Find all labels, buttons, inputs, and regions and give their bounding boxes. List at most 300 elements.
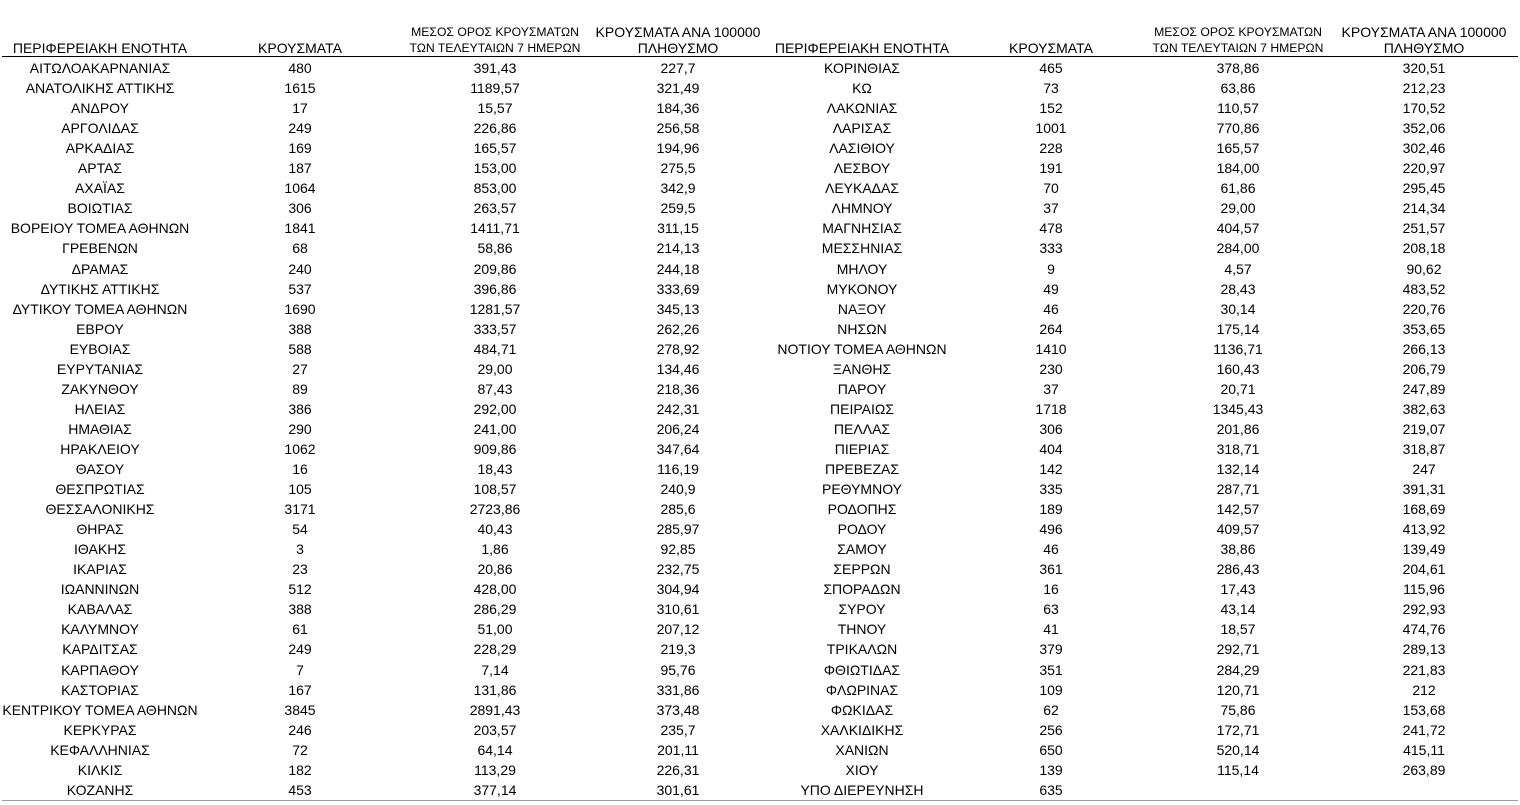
left-avg7-cell: 484,71 <box>473 340 517 357</box>
left-cases-cell: 1615 <box>284 80 316 97</box>
header-region-left: ΠΕΡΙΦΕΡΕΙΑΚΗ ΕΝΟΤΗΤΑ <box>12 40 188 56</box>
right-cases-cell: 189 <box>1039 501 1063 518</box>
left-per100k-cell: 262,26 <box>656 320 700 337</box>
left-per100k-cell: 206,24 <box>656 420 700 437</box>
left-avg7-cell: 203,57 <box>473 721 517 738</box>
right-cases-cell: 41 <box>1043 621 1059 638</box>
left-avg7-cell: 1,86 <box>481 541 509 558</box>
left-cases-cell: 306 <box>288 200 312 217</box>
left-region-cell: ΗΛΕΙΑΣ <box>74 400 126 417</box>
right-per100k-cell: 212,23 <box>1402 80 1446 97</box>
table-row <box>0 419 1520 439</box>
right-region-cell: ΣΕΡΡΩΝ <box>833 561 891 578</box>
right-region-cell: ΦΘΙΩΤΙΔΑΣ <box>823 661 901 678</box>
right-per100k-cell: 90,62 <box>1406 260 1442 277</box>
table-row <box>0 720 1520 740</box>
left-per100k-cell: 285,97 <box>656 521 700 538</box>
right-cases-cell: 361 <box>1039 561 1063 578</box>
left-cases-cell: 512 <box>288 581 312 598</box>
right-per100k-cell: 413,92 <box>1402 521 1446 538</box>
right-per100k-cell: 251,57 <box>1402 220 1446 237</box>
right-per100k-cell: 352,06 <box>1402 120 1446 137</box>
left-per100k-cell: 201,11 <box>657 741 699 758</box>
right-per100k-cell: 483,52 <box>1402 280 1446 297</box>
right-region-cell: ΠΕΛΛΑΣ <box>833 420 891 437</box>
right-cases-cell: 9 <box>1047 260 1055 277</box>
left-per100k-cell: 278,92 <box>656 340 700 357</box>
table-row <box>0 579 1520 599</box>
left-cases-cell: 187 <box>288 160 312 177</box>
right-region-cell: ΣΥΡΟΥ <box>838 601 886 618</box>
right-avg7-cell: 286,43 <box>1216 561 1260 578</box>
left-per100k-cell: 218,36 <box>656 380 700 397</box>
left-region-cell: ΗΡΑΚΛΕΙΟΥ <box>60 440 140 457</box>
table-row <box>0 178 1520 198</box>
right-per100k-cell: 214,34 <box>1402 200 1446 217</box>
header-per100k-left-line1: ΚΡΟΥΣΜΑΤΑ ΑΝΑ 100000 <box>595 24 761 40</box>
right-cases-cell: 63 <box>1043 601 1059 618</box>
right-per100k-cell: 247 <box>1412 461 1436 477</box>
right-avg7-cell: 404,57 <box>1216 220 1260 237</box>
left-region-cell: ΑΡΚΑΔΙΑΣ <box>65 140 135 157</box>
left-cases-cell: 386 <box>288 400 312 417</box>
left-region-cell: ΙΘΑΚΗΣ <box>74 541 126 558</box>
left-cases-cell: 54 <box>292 521 308 538</box>
right-cases-cell: 351 <box>1039 661 1063 678</box>
left-region-cell: ΚΙΛΚΙΣ <box>77 761 123 778</box>
left-avg7-cell: 87,43 <box>477 380 513 397</box>
left-per100k-cell: 240,9 <box>660 481 696 498</box>
right-cases-cell: 139 <box>1039 761 1063 778</box>
left-per100k-cell: 214,13 <box>656 240 700 257</box>
header-per100k-left <box>578 14 778 56</box>
left-avg7-cell: 153,00 <box>473 160 517 177</box>
left-cases-cell: 61 <box>292 621 308 638</box>
right-avg7-cell: 318,71 <box>1216 440 1260 457</box>
table-row <box>0 459 1520 479</box>
right-per100k-cell: 266,13 <box>1402 340 1446 357</box>
table-row <box>0 158 1520 178</box>
right-cases-cell: 1001 <box>1035 120 1067 137</box>
right-cases-cell: 46 <box>1043 541 1059 558</box>
right-per100k-cell: 241,72 <box>1402 721 1446 738</box>
left-per100k-cell: 275,5 <box>660 160 696 177</box>
right-cases-cell: 109 <box>1039 681 1063 698</box>
right-per100k-cell: 170,52 <box>1402 100 1446 117</box>
left-per100k-cell: 256,58 <box>656 120 700 137</box>
table-row <box>0 700 1520 720</box>
table-row <box>0 639 1520 659</box>
left-region-cell: ΓΡΕΒΕΝΩΝ <box>62 240 138 257</box>
left-region-cell: ΚΟΖΑΝΗΣ <box>66 781 134 798</box>
right-region-cell: ΠΕΙΡΑΙΩΣ <box>830 400 894 417</box>
right-region-cell: ΛΑΣΙΘΙΟΥ <box>829 140 895 157</box>
header-per100k-right <box>1324 14 1520 56</box>
left-avg7-cell: 113,29 <box>474 761 516 778</box>
left-region-cell: ΕΒΡΟΥ <box>76 320 124 337</box>
left-cases-cell: 240 <box>288 260 312 277</box>
right-cases-cell: 62 <box>1043 701 1059 718</box>
right-per100k-cell: 115,96 <box>1403 581 1445 598</box>
right-avg7-cell: 43,14 <box>1220 601 1256 618</box>
right-avg7-cell: 165,57 <box>1216 140 1260 157</box>
header-per100k-left-line2: ΠΛΗΘΥΣΜΟ <box>637 40 719 56</box>
table-row <box>0 319 1520 339</box>
left-cases-cell: 27 <box>292 360 308 377</box>
right-avg7-cell: 770,86 <box>1216 120 1260 137</box>
left-cases-cell: 72 <box>292 741 308 758</box>
left-region-cell: ΚΑΡΠΑΘΟΥ <box>61 661 139 678</box>
left-region-cell: ΚΕΝΤΡΙΚΟΥ ΤΟΜΕΑ ΑΘΗΝΩΝ <box>2 701 198 718</box>
left-region-cell: ΗΜΑΘΙΑΣ <box>68 420 132 437</box>
left-region-cell: ΑΙΤΩΛΟΑΚΑΡΝΑΝΙΑΣ <box>29 60 171 76</box>
right-per100k-cell: 382,63 <box>1402 400 1446 417</box>
right-per100k-cell: 353,65 <box>1402 320 1446 337</box>
left-avg7-cell: 15,57 <box>477 100 513 117</box>
left-per100k-cell: 184,36 <box>656 100 700 117</box>
left-region-cell: ΚΕΦΑΛΛΗΝΙΑΣ <box>50 741 150 758</box>
right-cases-cell: 256 <box>1039 721 1063 738</box>
right-cases-cell: 37 <box>1043 200 1059 217</box>
right-region-cell: ΛΑΡΙΣΑΣ <box>832 120 892 137</box>
right-cases-cell: 1410 <box>1035 340 1067 357</box>
right-cases-cell: 73 <box>1043 80 1059 97</box>
right-per100k-cell: 220,76 <box>1402 300 1446 317</box>
table-row <box>0 599 1520 619</box>
left-cases-cell: 388 <box>288 320 312 337</box>
left-per100k-cell: 285,6 <box>660 501 696 518</box>
left-cases-cell: 3171 <box>284 501 316 518</box>
right-avg7-cell: 184,00 <box>1216 160 1260 177</box>
right-region-cell: ΝΗΣΩΝ <box>837 320 887 337</box>
left-region-cell: ΚΑΣΤΟΡΙΑΣ <box>61 681 139 698</box>
right-avg7-cell: 292,71 <box>1216 641 1260 658</box>
left-region-cell: ΘΕΣΠΡΩΤΙΑΣ <box>55 481 145 498</box>
right-cases-cell: 16 <box>1043 581 1059 598</box>
table-row <box>0 780 1520 800</box>
left-avg7-cell: 2723,86 <box>469 501 521 518</box>
right-cases-cell: 333 <box>1039 240 1063 257</box>
table-row <box>0 138 1520 158</box>
right-region-cell: ΣΑΜΟΥ <box>837 541 887 558</box>
right-avg7-cell: 30,14 <box>1220 300 1256 317</box>
right-avg7-cell: 284,29 <box>1216 661 1260 678</box>
right-per100k-cell: 318,87 <box>1402 440 1446 457</box>
right-per100k-cell: 153,68 <box>1402 701 1446 718</box>
left-avg7-cell: 226,86 <box>473 120 517 137</box>
left-per100k-cell: 134,46 <box>656 360 700 377</box>
right-region-cell: ΝΟΤΙΟΥ ΤΟΜΕΑ ΑΘΗΝΩΝ <box>777 340 947 357</box>
right-cases-cell: 152 <box>1039 100 1063 117</box>
right-avg7-cell: 284,00 <box>1216 240 1260 257</box>
right-per100k-cell: 220,97 <box>1402 160 1446 177</box>
table-row <box>0 359 1520 379</box>
left-cases-cell: 453 <box>288 781 312 798</box>
left-avg7-cell: 286,29 <box>473 601 517 618</box>
left-per100k-cell: 207,12 <box>656 621 700 638</box>
right-region-cell: ΤΡΙΚΑΛΩΝ <box>826 641 898 658</box>
left-avg7-cell: 51,00 <box>477 621 513 638</box>
right-cases-cell: 142 <box>1039 461 1063 477</box>
header-cases-right: ΚΡΟΥΣΜΑΤΑ <box>1009 40 1093 56</box>
right-per100k-cell: 292,93 <box>1402 601 1446 618</box>
left-avg7-cell: 228,29 <box>473 641 517 658</box>
left-per100k-cell: 301,61 <box>656 781 700 798</box>
right-region-cell: ΛΑΚΩΝΙΑΣ <box>826 100 898 117</box>
right-cases-cell: 335 <box>1039 481 1063 498</box>
right-avg7-cell: 378,86 <box>1216 60 1260 76</box>
right-per100k-cell: 247,89 <box>1402 380 1446 397</box>
left-avg7-cell: 209,86 <box>473 260 517 277</box>
right-region-cell: ΥΠΟ ΔΙΕΡΕΥΝΗΣΗ <box>800 781 924 798</box>
right-per100k-cell: 221,83 <box>1402 661 1446 678</box>
left-region-cell: ΑΡΤΑΣ <box>77 160 123 177</box>
left-cases-cell: 23 <box>292 561 308 578</box>
left-region-cell: ΒΟΡΕΙΟΥ ΤΟΜΕΑ ΑΘΗΝΩΝ <box>10 220 190 237</box>
right-per100k-cell: 206,79 <box>1402 360 1446 377</box>
table-row <box>0 499 1520 519</box>
right-avg7-cell: 20,71 <box>1220 380 1256 397</box>
right-avg7-cell: 75,86 <box>1220 701 1256 718</box>
table-row <box>0 399 1520 419</box>
right-region-cell: ΣΠΟΡΑΔΩΝ <box>823 581 901 598</box>
right-cases-cell: 379 <box>1039 641 1063 658</box>
right-cases-cell: 496 <box>1039 521 1063 538</box>
right-region-cell: ΠΡΕΒΕΖΑΣ <box>824 461 899 477</box>
left-avg7-cell: 241,00 <box>473 420 517 437</box>
left-avg7-cell: 1189,57 <box>470 80 520 97</box>
left-cases-cell: 588 <box>288 340 312 357</box>
right-cases-cell: 228 <box>1039 140 1063 157</box>
right-cases-cell: 306 <box>1039 420 1063 437</box>
left-avg7-cell: 396,86 <box>473 280 517 297</box>
left-avg7-cell: 2891,43 <box>469 701 521 718</box>
left-region-cell: ΑΝΑΤΟΛΙΚΗΣ ΑΤΤΙΚΗΣ <box>25 80 175 97</box>
left-region-cell: ΔΡΑΜΑΣ <box>71 260 129 277</box>
right-per100k-cell: 139,49 <box>1402 541 1446 558</box>
right-per100k-cell: 289,13 <box>1402 641 1446 658</box>
right-cases-cell: 264 <box>1039 320 1063 337</box>
right-region-cell: ΜΥΚΟΝΟΥ <box>826 280 898 297</box>
left-per100k-cell: 227,7 <box>660 60 696 76</box>
header-avg7-left-line2: ΤΩΝ ΤΕΛΕΥΤΑΙΩΝ 7 ΗΜΕΡΩΝ <box>409 41 581 55</box>
left-region-cell: ΚΕΡΚΥΡΑΣ <box>63 721 137 738</box>
table-row <box>0 519 1520 539</box>
left-per100k-cell: 347,64 <box>656 440 700 457</box>
left-per100k-cell: 342,9 <box>660 180 696 197</box>
table-row <box>0 218 1520 238</box>
left-avg7-cell: 909,86 <box>473 440 517 457</box>
left-cases-cell: 105 <box>288 481 312 498</box>
left-avg7-cell: 108,57 <box>473 481 517 498</box>
right-per100k-cell: 295,45 <box>1402 180 1446 197</box>
left-region-cell: ΘΑΣΟΥ <box>75 461 125 477</box>
right-region-cell: ΚΟΡΙΝΘΙΑΣ <box>824 60 900 76</box>
left-per100k-cell: 116,19 <box>657 461 699 477</box>
left-per100k-cell: 95,76 <box>660 661 696 678</box>
right-cases-cell: 650 <box>1039 741 1063 758</box>
left-avg7-cell: 377,14 <box>473 781 517 798</box>
left-per100k-cell: 226,31 <box>656 761 700 778</box>
right-avg7-cell: 287,71 <box>1216 481 1260 498</box>
header-avg7-left <box>390 14 600 56</box>
left-region-cell: ΑΝΔΡΟΥ <box>71 100 129 117</box>
left-avg7-cell: 7,14 <box>481 661 509 678</box>
left-region-cell: ΚΑΛΥΜΝΟΥ <box>61 621 139 638</box>
right-per100k-cell: 302,46 <box>1402 140 1446 157</box>
right-avg7-cell: 160,43 <box>1216 360 1260 377</box>
right-avg7-cell: 132,14 <box>1216 461 1260 477</box>
right-per100k-cell: 415,11 <box>1403 741 1445 758</box>
left-avg7-cell: 428,00 <box>473 581 517 598</box>
right-region-cell: ΠΑΡΟΥ <box>837 380 887 397</box>
left-avg7-cell: 29,00 <box>477 360 513 377</box>
right-cases-cell: 191 <box>1039 160 1063 177</box>
right-cases-cell: 465 <box>1039 60 1063 76</box>
left-cases-cell: 16 <box>292 461 308 477</box>
left-cases-cell: 480 <box>288 60 312 76</box>
right-region-cell: ΝΑΞΟΥ <box>837 300 887 317</box>
table-row <box>0 58 1520 78</box>
left-cases-cell: 388 <box>288 601 312 618</box>
table-row <box>0 439 1520 459</box>
left-cases-cell: 3845 <box>284 701 316 718</box>
right-avg7-cell: 175,14 <box>1216 320 1260 337</box>
table-row <box>0 299 1520 319</box>
left-per100k-cell: 304,94 <box>656 581 700 598</box>
left-cases-cell: 1841 <box>284 220 316 237</box>
header-per100k-right-line2: ΠΛΗΘΥΣΜΟ <box>1383 40 1465 56</box>
right-region-cell: ΧΑΛΚΙΔΙΚΗΣ <box>820 721 904 738</box>
right-per100k-cell: 168,69 <box>1402 501 1446 518</box>
right-per100k-cell: 219,07 <box>1402 420 1446 437</box>
left-avg7-cell: 20,86 <box>477 561 513 578</box>
right-region-cell: ΤΗΝΟΥ <box>837 621 887 638</box>
left-region-cell: ΙΩΑΝΝΙΝΩΝ <box>60 581 140 598</box>
right-avg7-cell: 409,57 <box>1216 521 1260 538</box>
left-region-cell: ΔΥΤΙΚΗΣ ΑΤΤΙΚΗΣ <box>40 280 160 297</box>
left-avg7-cell: 853,00 <box>473 180 517 197</box>
table-row <box>0 379 1520 399</box>
right-cases-cell: 37 <box>1043 380 1059 397</box>
header-cases-left: ΚΡΟΥΣΜΑΤΑ <box>258 40 342 56</box>
right-avg7-cell: 29,00 <box>1220 200 1256 217</box>
left-avg7-cell: 131,86 <box>473 681 517 698</box>
right-region-cell: ΧΙΟΥ <box>845 761 879 778</box>
right-region-cell: ΛΕΣΒΟΥ <box>833 160 891 177</box>
table-row <box>0 238 1520 258</box>
right-region-cell: ΠΙΕΡΙΑΣ <box>834 440 890 457</box>
left-cases-cell: 167 <box>288 681 312 698</box>
left-per100k-cell: 219,3 <box>660 641 696 658</box>
left-per100k-cell: 242,31 <box>656 400 700 417</box>
left-cases-cell: 1062 <box>284 440 316 457</box>
right-region-cell: ΡΕΘΥΜΝΟΥ <box>821 481 902 498</box>
right-cases-cell: 230 <box>1039 360 1063 377</box>
left-region-cell: ΕΥΡΥΤΑΝΙΑΣ <box>56 360 144 377</box>
header-avg7-right-line1: ΜΕΣΟΣ ΟΡΟΣ ΚΡΟΥΣΜΑΤΩΝ <box>1154 25 1322 39</box>
table-row <box>0 539 1520 559</box>
left-per100k-cell: 345,13 <box>656 300 700 317</box>
left-avg7-cell: 1281,57 <box>469 300 521 317</box>
right-avg7-cell: 61,86 <box>1220 180 1256 197</box>
left-cases-cell: 89 <box>292 380 308 397</box>
left-per100k-cell: 244,18 <box>656 260 700 277</box>
right-region-cell: ΞΑΝΘΗΣ <box>832 360 892 377</box>
right-region-cell: ΛΗΜΝΟΥ <box>831 200 893 217</box>
right-per100k-cell <box>1324 780 1520 800</box>
left-cases-cell: 537 <box>288 280 312 297</box>
header-region-right: ΠΕΡΙΦΕΡΕΙΑΚΗ ΕΝΟΤΗΤΑ <box>774 40 950 56</box>
right-avg7-cell: 18,57 <box>1220 621 1256 638</box>
right-avg7-cell <box>1133 780 1343 800</box>
table-row <box>0 98 1520 118</box>
table-row <box>0 339 1520 359</box>
right-cases-cell: 404 <box>1039 440 1063 457</box>
right-region-cell: ΧΑΝΙΩΝ <box>835 741 889 758</box>
right-region-cell: ΛΕΥΚΑΔΑΣ <box>824 180 900 197</box>
left-cases-cell: 17 <box>292 100 308 117</box>
left-cases-cell: 7 <box>296 661 304 678</box>
right-region-cell: ΜΗΛΟΥ <box>836 260 888 277</box>
left-region-cell: ΑΡΓΟΛΙΔΑΣ <box>61 120 139 137</box>
left-per100k-cell: 333,69 <box>656 280 700 297</box>
left-cases-cell: 249 <box>288 641 312 658</box>
right-avg7-cell: 120,71 <box>1216 681 1260 698</box>
header-avg7-right <box>1133 14 1343 56</box>
left-avg7-cell: 165,57 <box>473 140 517 157</box>
table-row <box>0 198 1520 218</box>
left-avg7-cell: 263,57 <box>473 200 517 217</box>
left-per100k-cell: 373,48 <box>656 701 700 718</box>
left-per100k-cell: 235,7 <box>660 721 696 738</box>
left-region-cell: ΘΗΡΑΣ <box>76 521 124 538</box>
table-row <box>0 760 1520 780</box>
right-avg7-cell: 1136,71 <box>1213 340 1263 357</box>
left-region-cell: ΘΕΣΣΑΛΟΝΙΚΗΣ <box>45 501 155 518</box>
right-region-cell: ΡΟΔΟΠΗΣ <box>827 501 897 518</box>
right-avg7-cell: 201,86 <box>1216 420 1260 437</box>
right-cases-cell: 46 <box>1043 300 1059 317</box>
left-region-cell: ΑΧΑΪΑΣ <box>75 180 125 197</box>
right-region-cell: ΡΟΔΟΥ <box>837 521 887 538</box>
right-avg7-cell: 28,43 <box>1220 280 1256 297</box>
left-avg7-cell: 292,00 <box>473 400 517 417</box>
right-region-cell: ΦΩΚΙΔΑΣ <box>830 701 894 718</box>
left-cases-cell: 246 <box>288 721 312 738</box>
right-region-cell: ΜΑΓΝΗΣΙΑΣ <box>822 220 902 237</box>
left-avg7-cell: 18,43 <box>477 461 513 477</box>
left-per100k-cell: 321,49 <box>656 80 700 97</box>
left-cases-cell: 169 <box>288 140 312 157</box>
right-cases-cell: 478 <box>1039 220 1063 237</box>
left-avg7-cell: 40,43 <box>477 521 513 538</box>
right-per100k-cell: 263,89 <box>1402 761 1446 778</box>
table-row <box>0 118 1520 138</box>
right-region-cell: ΚΩ <box>852 80 872 97</box>
right-cases-cell: 49 <box>1043 280 1059 297</box>
right-cases-cell: 635 <box>1039 781 1063 798</box>
table-row <box>0 479 1520 499</box>
right-avg7-cell: 110,57 <box>1217 100 1259 117</box>
header-avg7-right-line2: ΤΩΝ ΤΕΛΕΥΤΑΙΩΝ 7 ΗΜΕΡΩΝ <box>1152 41 1324 55</box>
left-per100k-cell: 259,5 <box>660 200 696 217</box>
table-row <box>0 259 1520 279</box>
header-rule <box>2 56 1518 57</box>
left-cases-cell: 182 <box>288 761 312 778</box>
table-row <box>0 78 1520 98</box>
left-cases-cell: 249 <box>288 120 312 137</box>
